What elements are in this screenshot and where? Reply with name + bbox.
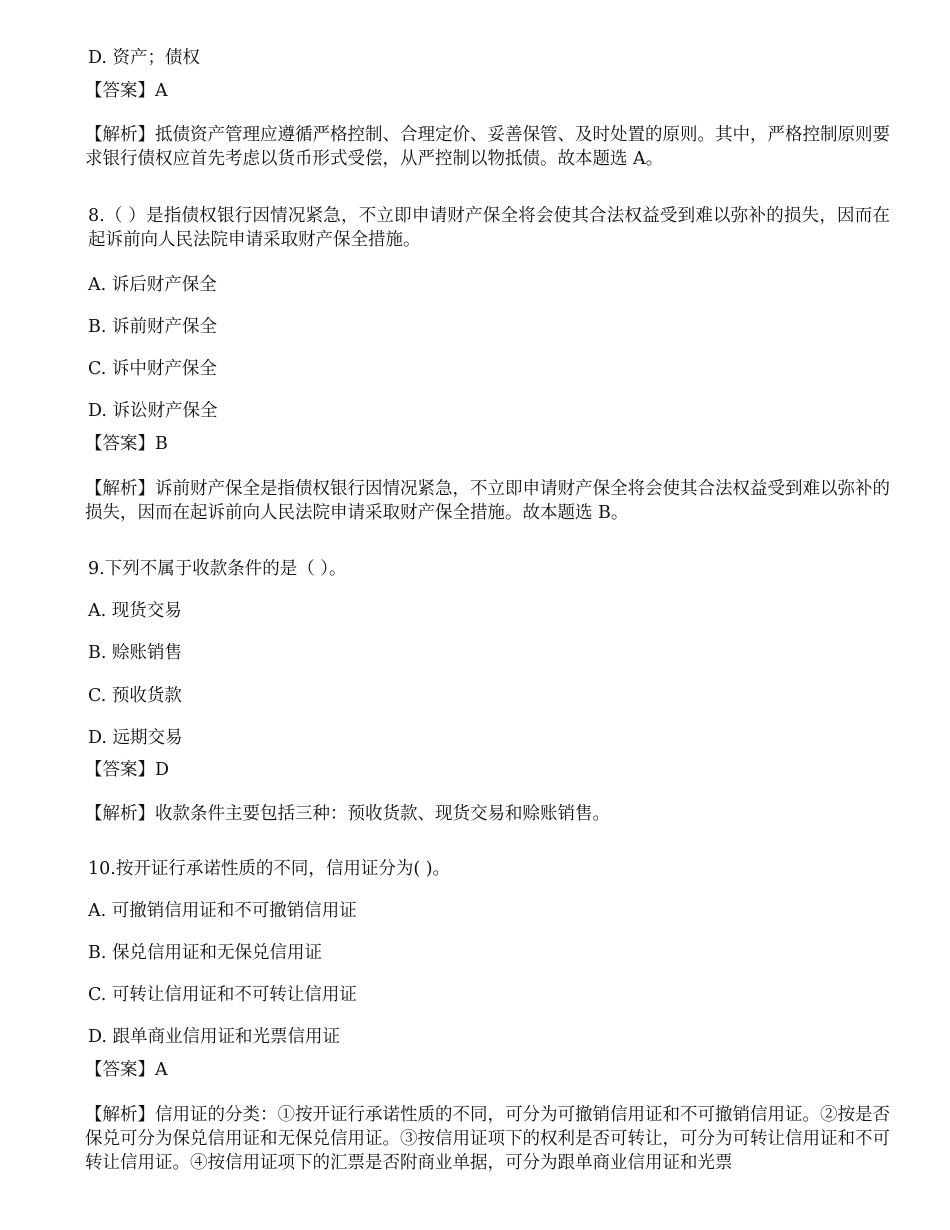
q10-option-a: A. 可撤销信用证和不可撤销信用证 xyxy=(88,901,357,921)
q9-question: 9.下列不属于收款条件的是（ ）。 xyxy=(88,559,347,579)
q7-option-d: D. 资产；债权 xyxy=(88,48,201,68)
q10-question: 10.按开证行承诺性质的不同，信用证分为( )。 xyxy=(88,859,451,879)
q9-option-b: B. 赊账销售 xyxy=(88,643,182,663)
q10-option-b: B. 保兑信用证和无保兑信用证 xyxy=(88,943,322,963)
q8-answer: 【答案】B xyxy=(85,434,168,454)
q7-answer: 【答案】A xyxy=(85,81,168,101)
q9-analysis: 【解析】收款条件主要包括三种：预收货款、现货交易和赊账销售。 xyxy=(85,804,610,824)
q10-option-d: D. 跟单商业信用证和光票信用证 xyxy=(88,1027,341,1047)
q10-option-c: C. 可转让信用证和不可转让信用证 xyxy=(88,985,357,1005)
q8-question: 8.（ ）是指债权银行因情况紧急，不立即申请财产保全将会使其合法权益受到难以弥补的损失，因而在起诉前向人民法院申请采取财产保全措施。 xyxy=(88,206,890,250)
q9-answer: 【答案】D xyxy=(85,760,170,780)
q9-option-d: D. 远期交易 xyxy=(88,728,183,748)
q8-analysis: 【解析】诉前财产保全是指债权银行因情况紧急，不立即申请财产保全将会使其合法权益受到难以弥补的损失，因而在起诉前向人民法院申请采取财产保全措施。故本题选 B。 xyxy=(85,479,890,523)
q10-answer: 【答案】A xyxy=(85,1060,168,1080)
q9-option-c: C. 预收货款 xyxy=(88,686,182,706)
q8-option-c: C. 诉中财产保全 xyxy=(88,359,217,379)
q8-option-b: B. 诉前财产保全 xyxy=(88,317,217,337)
q9-option-a: A. 现货交易 xyxy=(88,601,182,621)
q7-analysis: 【解析】抵债资产管理应遵循严格控制、合理定价、妥善保管、及时处置的原则。其中，严格控制原则要求银行债权应首先考虑以货币形式受偿，从严控制以物抵债。故本题选 A。 xyxy=(85,125,890,169)
q8-option-a: A. 诉后财产保全 xyxy=(88,275,217,295)
q8-option-d: D. 诉讼财产保全 xyxy=(88,401,218,421)
q10-analysis: 【解析】信用证的分类：①按开证行承诺性质的不同，可分为可撤销信用证和不可撤销信用证。②按是否保兑可分为保兑信用证和无保兑信用证。③按信用证项下的权利是否可转让，可分为可转让信用证和不可转让信用证。④按信用证项下的汇票是否附商业单据，可分为跟单商业信用证和光票 xyxy=(85,1105,890,1173)
